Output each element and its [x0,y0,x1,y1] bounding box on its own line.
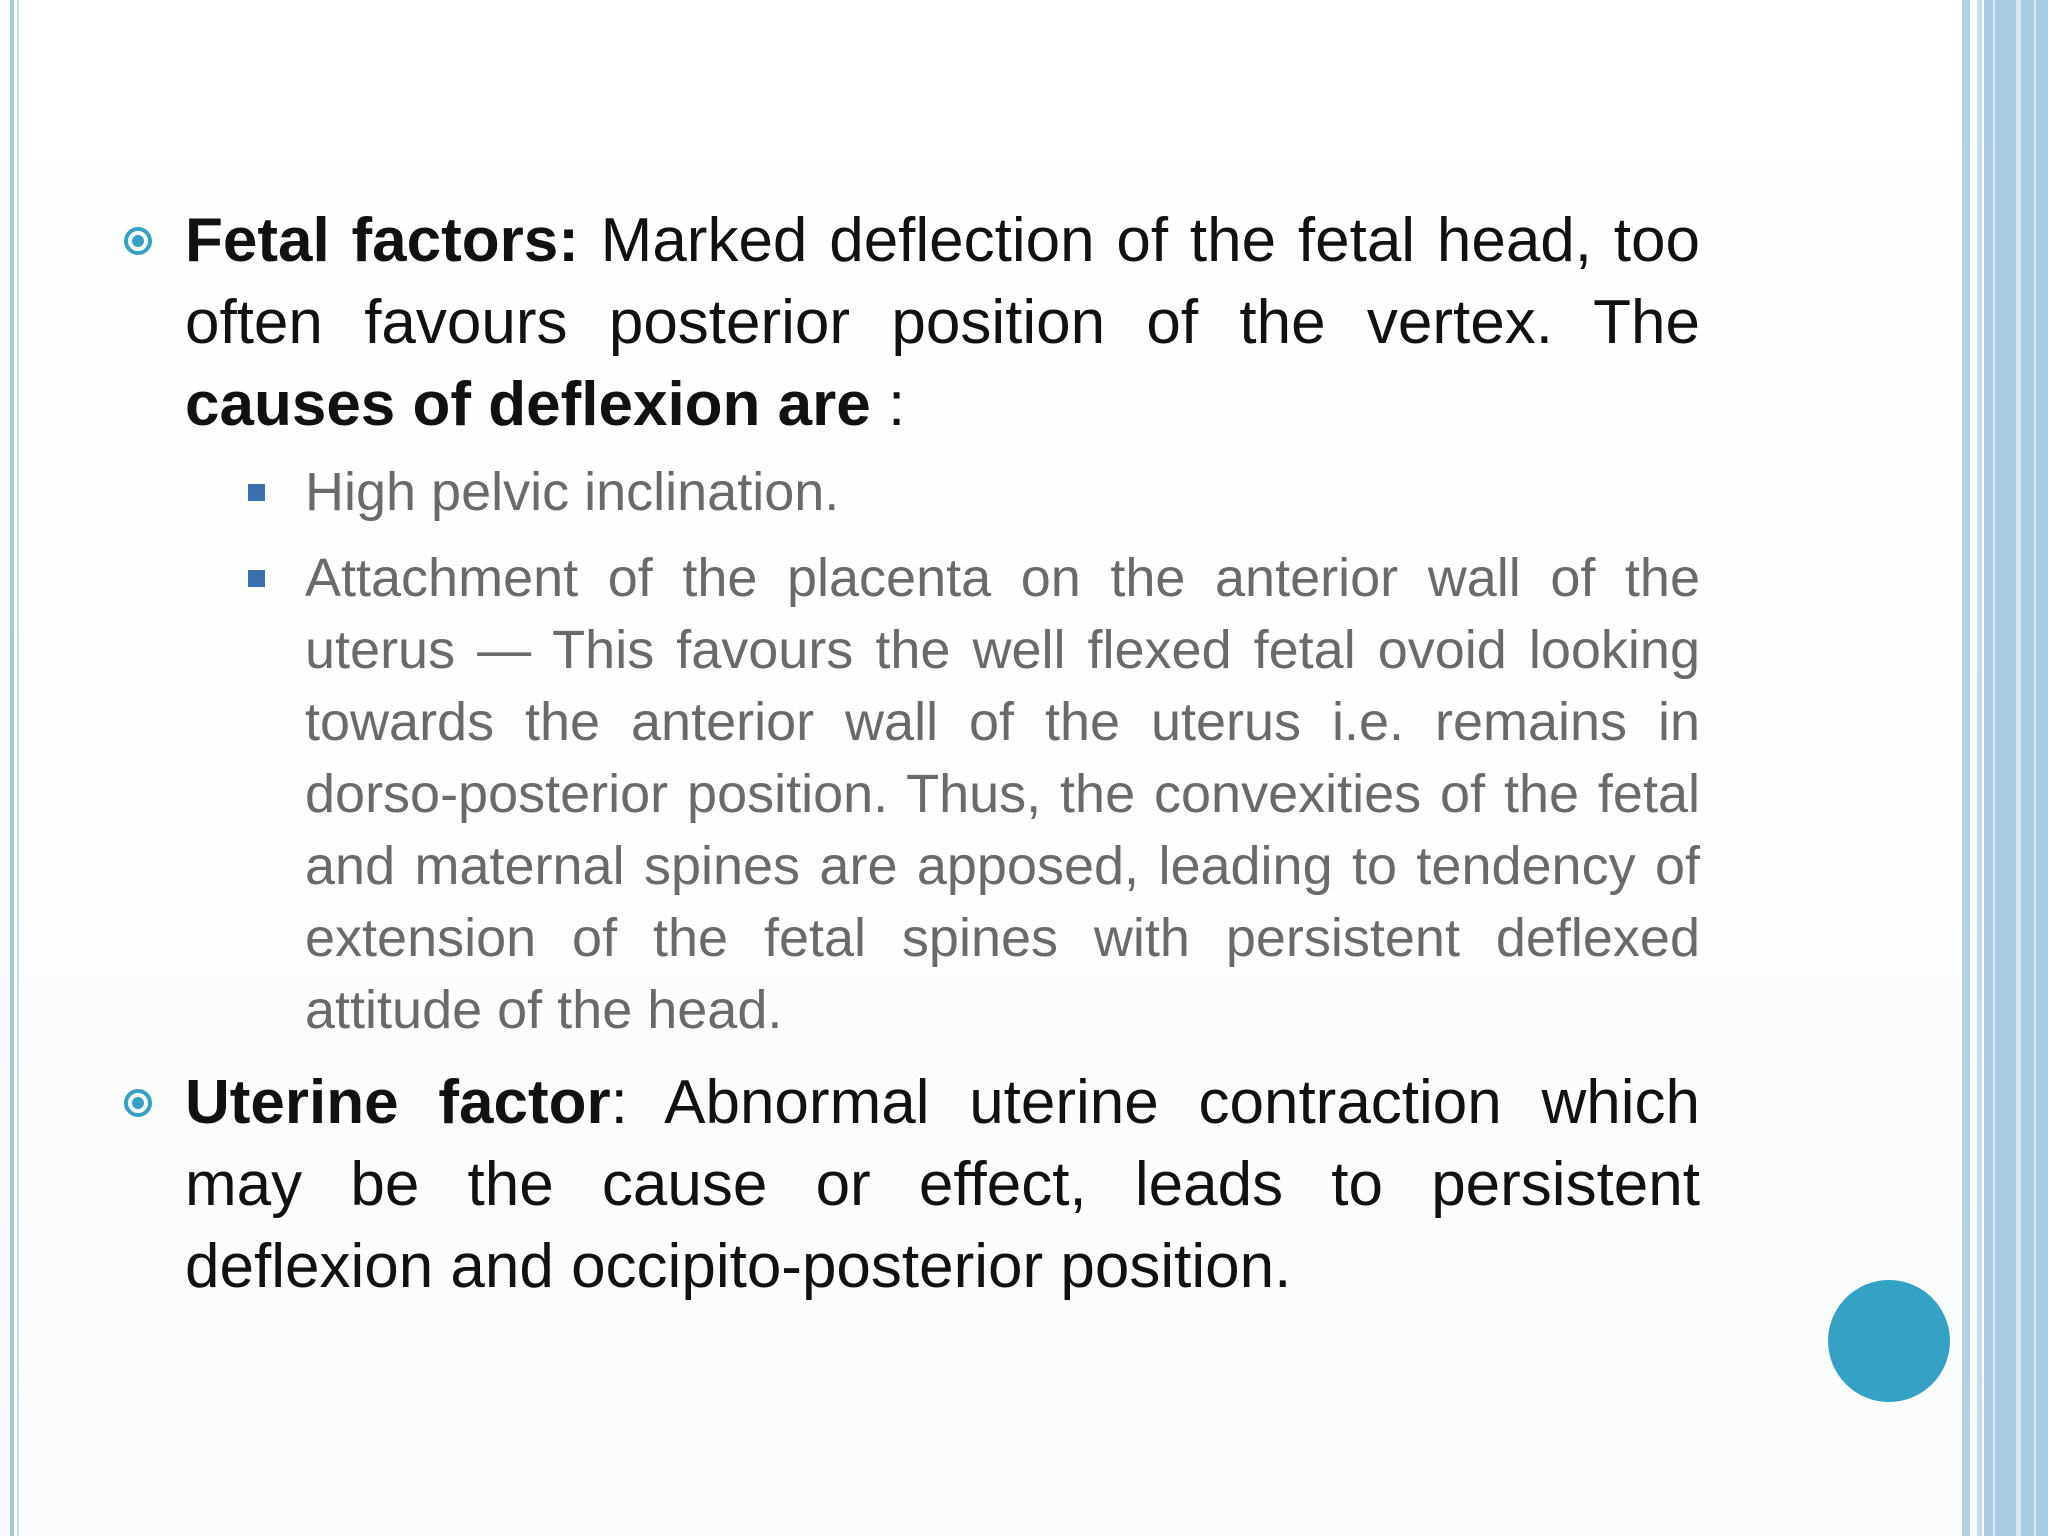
bullet-uterine-factor [120,1062,1700,1308]
bullet-tail: : [870,370,906,439]
bullet-label: Uterine factor [185,1068,611,1137]
circle-dot-icon [124,1089,152,1117]
right-band-stripe [2034,0,2036,1536]
left-border-line-thin [17,0,19,1536]
right-border-line [1962,0,1970,1536]
bullet-text: Marked deflection of the fetal head, too often favours posterior position of the vertex. The [185,206,1700,357]
sub-bullet-list [185,456,1700,1046]
bullet-emphasis: causes of deflexion are [185,370,871,439]
right-band-stripe [2016,0,2021,1536]
square-bullet-icon [248,570,265,587]
sub-bullet-text: High pelvic inclination. [305,462,840,522]
bullet-label: Fetal factors: [185,206,579,275]
right-border-line-thin [1977,0,1982,1536]
right-band-stripe [1993,0,1995,1536]
square-bullet-icon [248,484,265,501]
left-border-line [10,0,14,1536]
bullet-text: : Abnormal uterine contraction which may be the cause or effect, leads to persistent deflexion and occipito-posterior position. [185,1068,1700,1301]
sub-bullet-item [185,456,1700,528]
circle-dot-icon [124,227,152,255]
sub-bullet-item [185,542,1700,1046]
sub-bullet-text: Attachment of the placenta on the anterior wall of the uterus — This favours the well flexed fetal ovoid looking towards the anterior wall of the uterus i.e. remains in dorso-posterior position. Thus, the convexities of the fetal and maternal spines are apposed, leading to tendency of extension of the fetal spines with persistent deflexed attitude of the head. [305,548,1700,1040]
slide-content [120,200,1700,1308]
bullet-fetal-factors [120,200,1700,1046]
decorative-circle [1828,1280,1950,1402]
